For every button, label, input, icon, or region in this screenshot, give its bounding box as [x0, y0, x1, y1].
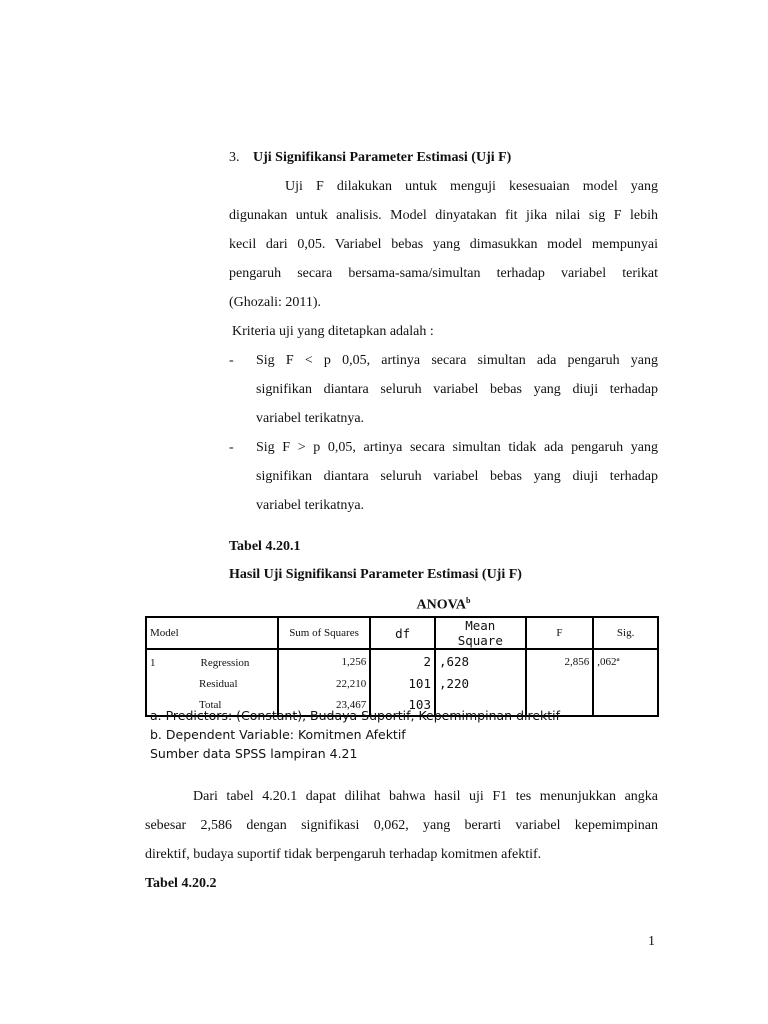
cell-ss: 22,210 [278, 673, 371, 694]
intro-line: (Ghozali: 2011). [229, 295, 322, 310]
cell-sig: ,062ª [593, 649, 658, 673]
model-number: 1 [150, 656, 156, 669]
anova-title [229, 596, 658, 614]
criteria-line: signifikan diantara seluruh variabel bebas yang diuji terhadap [256, 382, 658, 397]
intro-paragraph [229, 172, 658, 346]
discussion-line: sebesar 2,586 dengan signifikasi 0,062, yang berarti variabel kepemimpinan [145, 818, 658, 833]
list-dash: - [229, 353, 234, 368]
header-df: df [370, 617, 435, 649]
cell-f [526, 673, 594, 694]
intro-line: pengaruh secara bersama-sama/simultan terhadap variabel terikat [229, 266, 658, 281]
cell-ms: ,220 [435, 673, 526, 694]
intro-line: Uji F dilakukan untuk menguji kesesuaian model yang [285, 179, 658, 194]
header-model: Model [146, 617, 278, 649]
discussion-paragraph [145, 782, 658, 869]
page-number: 1 [648, 934, 655, 949]
intro-line: kecil dari 0,05. Variabel bebas yang dimasukkan model mempunyai [229, 237, 658, 252]
table-notes [150, 706, 670, 763]
intro-line: digunakan untuk analisis. Model dinyatakan fit jika nilai sig F lebih [229, 208, 658, 223]
cell-ms: ,628 [435, 649, 526, 673]
criteria-item [229, 433, 658, 520]
discussion-line: direktif, budaya suportif tidak berpengaruh terhadap komitmen afektif. [145, 847, 542, 862]
list-dash: - [229, 440, 234, 455]
section-number: 3. [229, 150, 240, 165]
table-label: Tabel 4.20.1 [229, 539, 301, 554]
row-name: Residual [199, 677, 238, 690]
note-predictors: a. Predictors: (Constant), Budaya Suportif, Kepemimpinan direktif [150, 708, 561, 723]
row-name: Regression [200, 656, 250, 669]
cell-ss: 23,467 [278, 694, 371, 716]
note-source: Sumber data SPSS lampiran 4.21 [150, 746, 358, 761]
criteria-line: signifikan diantara seluruh variabel bebas yang diuji terhadap [256, 469, 658, 484]
criteria-item [229, 346, 658, 433]
note-dependent: b. Dependent Variable: Komitmen Afektif [150, 727, 406, 742]
table-row [146, 649, 658, 673]
anova-title-text: ANOVA [416, 597, 467, 613]
cell-sig [593, 673, 658, 694]
header-f: F [526, 617, 594, 649]
criteria-line: Sig F > p 0,05, artinya secara simultan tidak ada pengaruh yang [256, 440, 658, 455]
table-label-2: Tabel 4.20.2 [145, 876, 217, 891]
criteria-line: variabel terikatnya. [256, 498, 365, 513]
anova-table [145, 616, 659, 717]
section-title: Uji Signifikansi Parameter Estimasi (Uji F) [253, 150, 512, 165]
criteria-list [229, 346, 658, 520]
cell-f: 2,856 [526, 649, 594, 673]
cell-model [146, 649, 278, 673]
anova-title-sup: b [466, 596, 471, 605]
table-header-row [146, 617, 658, 649]
criteria-line: variabel terikatnya. [256, 411, 365, 426]
discussion-line: Dari tabel 4.20.1 dapat dilihat bahwa hasil uji F1 tes menunjukkan angka [193, 789, 658, 804]
header-mean-square: Mean Square [435, 617, 526, 649]
cell-model [146, 673, 278, 694]
cell-ss: 1,256 [278, 649, 371, 673]
header-sig: Sig. [593, 617, 658, 649]
table-row [146, 673, 658, 694]
row-name: Total [199, 698, 222, 711]
header-sum-of-squares: Sum of Squares [278, 617, 371, 649]
criteria-line: Sig F < p 0,05, artinya secara simultan ada pengaruh yang [256, 353, 658, 368]
criteria-intro: Kriteria uji yang ditetapkan adalah : [232, 324, 434, 339]
cell-df: 2 [370, 649, 435, 673]
table-caption: Hasil Uji Signifikansi Parameter Estimasi (Uji F) [229, 567, 522, 582]
cell-df: 101 [370, 673, 435, 694]
cell-df: 103 [370, 694, 435, 716]
